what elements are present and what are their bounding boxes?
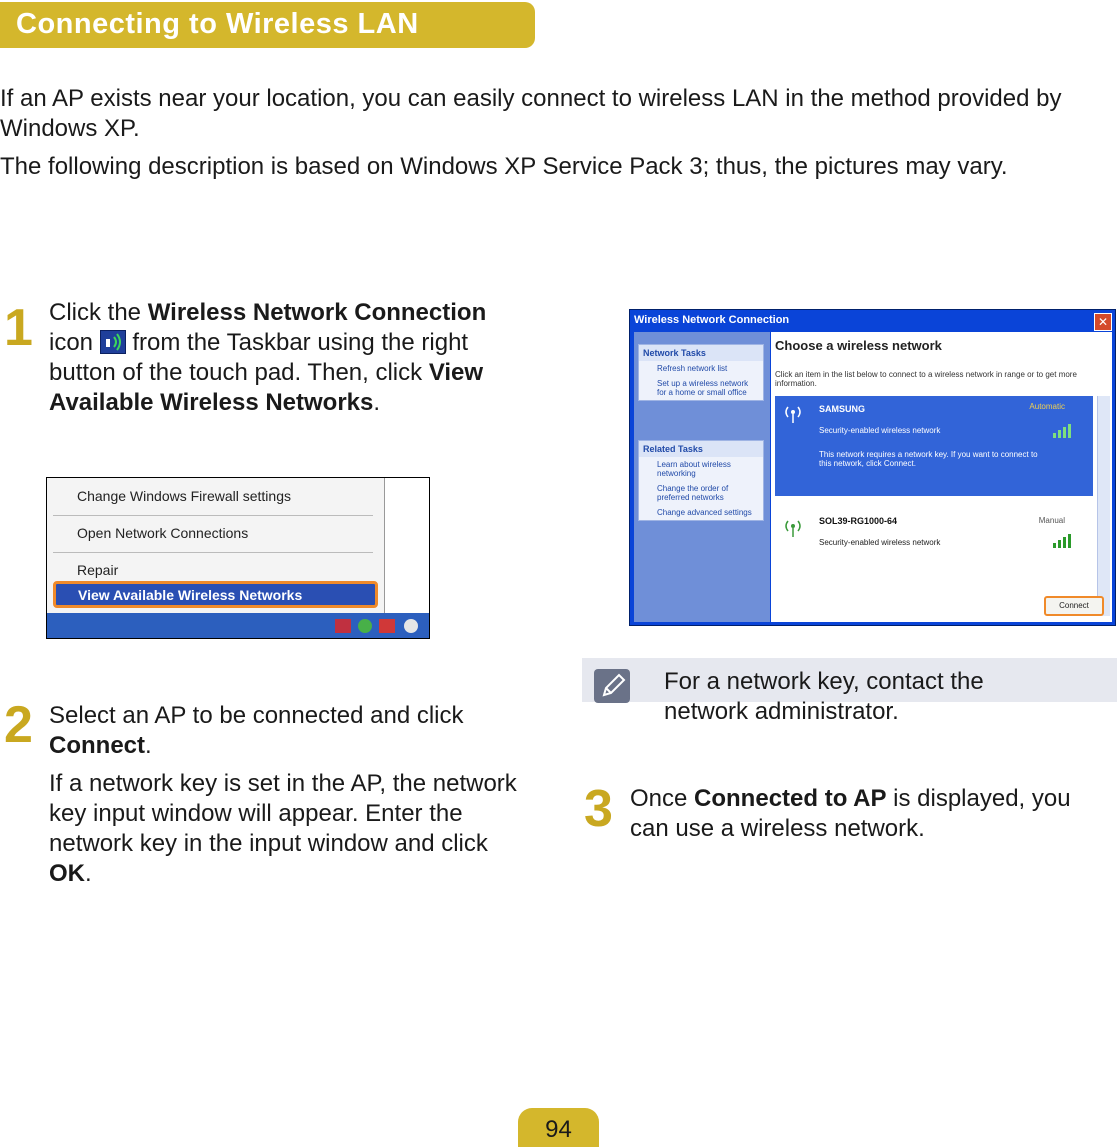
view-available-networks-label: View Available Wireless Networks	[49, 359, 484, 416]
wireless-network-window	[629, 309, 1116, 626]
step-3-text: Once Connected to AP is displayed, you can use a wireless network.	[630, 785, 1071, 842]
network-tasks-panel	[638, 344, 764, 401]
network-status-automatic: Automatic	[1029, 402, 1065, 411]
related-tasks-heading: Related Tasks	[639, 441, 763, 457]
network-item[interactable]	[775, 514, 1093, 554]
network-status-manual: Manual	[1038, 516, 1065, 525]
step-1-text: Click the Wireless Network Connection icon from the Taskbar using the right button of the touch pad. Then, click View Available Wireless Networks.	[49, 299, 487, 416]
step-2-text: Select an AP to be connected and click Connect. If a network key is set in the AP, the network key input window will appear. Enter the network key in the input window and click OK.	[49, 702, 517, 887]
window-sidebar	[634, 332, 770, 622]
network-name-sol39: SOL39-RG1000-64	[819, 516, 898, 526]
menu-item-firewall[interactable]: Change Windows Firewall settings	[77, 488, 291, 504]
network-tasks-heading: Network Tasks	[639, 345, 763, 361]
connect-label: Connect	[49, 732, 145, 759]
signal-strength-icon	[1053, 422, 1075, 438]
menu-separator	[53, 515, 373, 516]
menu-item-view-networks-highlight[interactable]	[53, 581, 378, 608]
window-main	[771, 332, 1112, 622]
section-title-bar	[0, 2, 535, 48]
change-advanced-settings-link[interactable]: Change advanced settings	[657, 508, 752, 517]
related-tasks-panel	[638, 440, 764, 521]
ok-label: OK	[49, 860, 85, 887]
step-number-1: 1	[4, 299, 33, 357]
menu-item-open-network-connections[interactable]: Open Network Connections	[77, 525, 249, 541]
network-security-label: Security-enabled wireless network	[819, 538, 941, 547]
signal-strength-icon	[1053, 532, 1075, 548]
menu-item-view-available-networks[interactable]: View Available Wireless Networks	[78, 587, 303, 603]
note-text: For a network key, contact the network administrator.	[664, 668, 984, 725]
taskbar	[47, 613, 429, 638]
window-title: Wireless Network Connection	[634, 314, 790, 326]
wireless-network-icon	[100, 330, 126, 354]
page-number: 94	[545, 1116, 572, 1143]
setup-wireless-network-link[interactable]: Set up a wireless network for a home or small office	[657, 379, 749, 397]
note-box	[582, 658, 1117, 725]
wireless-network-connection-label: Wireless Network Connection	[147, 299, 487, 326]
section-title: Connecting to Wireless LAN	[16, 8, 419, 40]
page-number-tab	[518, 1108, 599, 1147]
context-menu-screenshot	[46, 477, 430, 639]
scrollbar[interactable]	[1097, 396, 1110, 616]
intro	[0, 84, 1090, 190]
intro-paragraph-2: The following description is based on Windows XP Service Pack 3; thus, the pictures may vary.	[0, 153, 1008, 180]
connected-to-ap-label: Connected to AP	[694, 785, 887, 812]
network-item-selected[interactable]	[775, 396, 1093, 496]
note-pencil-icon	[594, 669, 630, 703]
refresh-network-list-link[interactable]: Refresh network list	[657, 364, 728, 373]
wireless-antenna-icon	[781, 516, 805, 538]
choose-network-heading: Choose a wireless network	[775, 338, 942, 353]
network-security-label: Security-enabled wireless network	[819, 426, 941, 435]
connect-button[interactable]: Connect	[1044, 596, 1104, 616]
step-number-2: 2	[4, 696, 33, 754]
learn-wireless-link[interactable]: Learn about wireless networking	[657, 460, 731, 478]
step-number-3: 3	[584, 780, 613, 838]
context-menu	[47, 478, 385, 614]
network-key-detail: This network requires a network key. If you want to connect to this network, click Connect.	[819, 450, 1038, 468]
close-icon[interactable]: ✕	[1094, 313, 1112, 331]
menu-separator	[53, 552, 373, 553]
intro-paragraph-1: If an AP exists near your location, you can easily connect to wireless LAN in the method provided by Windows XP.	[0, 85, 1062, 142]
wireless-antenna-icon	[781, 402, 805, 424]
menu-item-repair[interactable]: Repair	[77, 562, 119, 578]
network-name-samsung: SAMSUNG	[819, 404, 866, 414]
tray-icons	[333, 616, 423, 636]
choose-network-subtitle: Click an item in the list below to connect to a wireless network in range or to get more information.	[775, 370, 1077, 388]
change-order-link[interactable]: Change the order of preferred networks	[657, 484, 729, 502]
